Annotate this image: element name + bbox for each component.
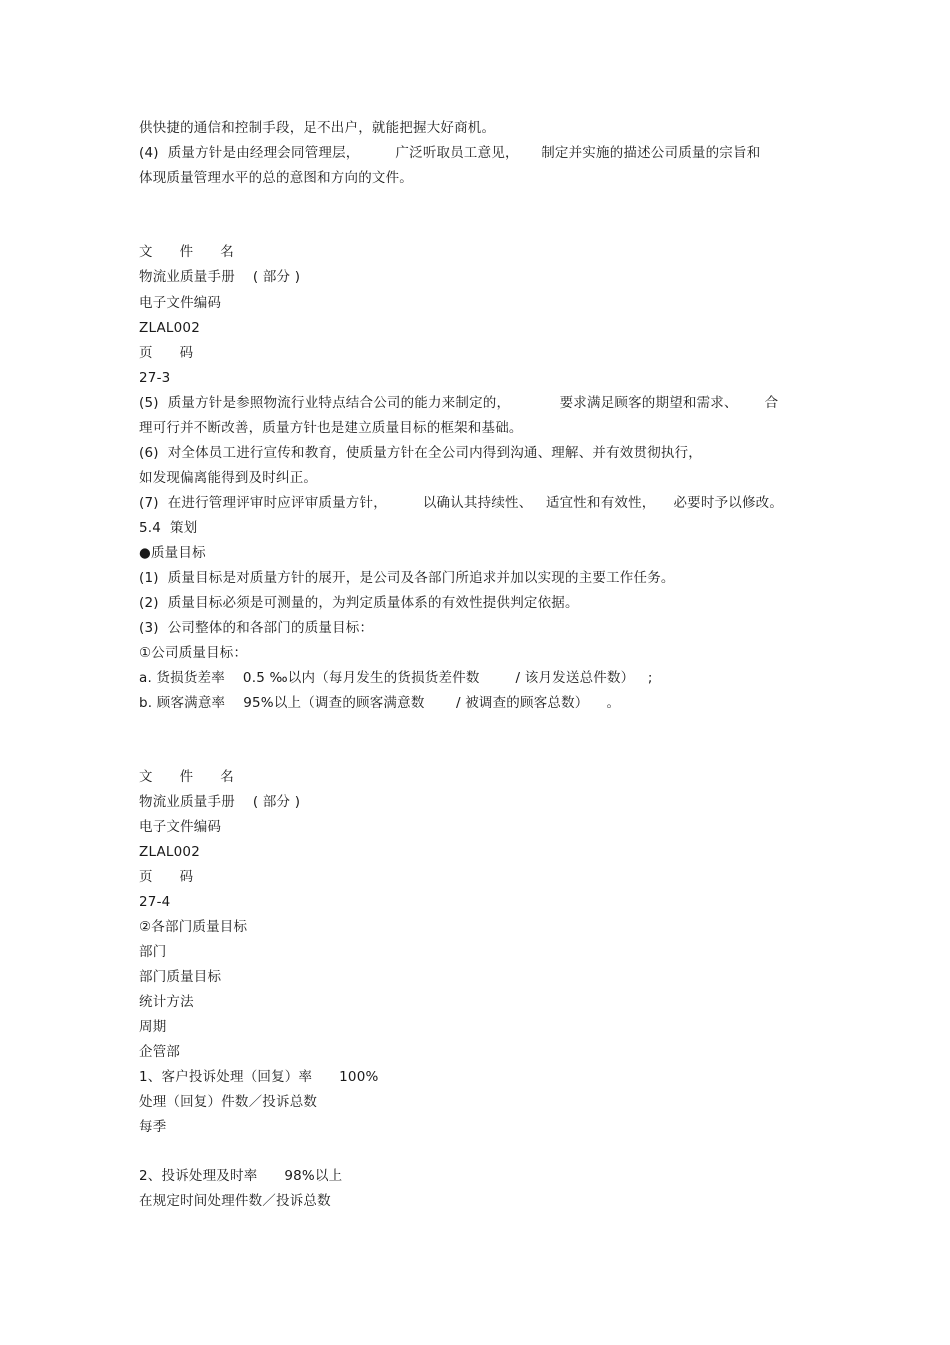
text-line: 如发现偏离能得到及时纠正。 xyxy=(139,470,318,486)
header-value-file-code: ZLAL002 xyxy=(139,320,201,336)
text-line: (2) 质量目标必须是可测量的，为判定质量体系的有效性提供判定依据。 xyxy=(139,595,579,611)
header-label-file-code: 电子文件编码 xyxy=(139,295,222,311)
subsection-heading: ●质量目标 xyxy=(139,545,206,561)
table-cell: 每季 xyxy=(139,1119,167,1135)
text-line: 体现质量管理水平的总的意图和方向的文件。 xyxy=(139,170,413,186)
header-label-filename: 文 件 名 xyxy=(139,244,234,260)
table-cell: 部门质量目标 xyxy=(139,969,222,985)
table-cell: 周期 xyxy=(139,1019,167,1035)
text-line: ②各部门质量目标 xyxy=(139,919,248,935)
table-cell: 1、客户投诉处理（回复）率 100% xyxy=(139,1069,379,1085)
text-line: (1) 质量目标是对质量方针的展开，是公司及各部门所追求并加以实现的主要工作任务。 xyxy=(139,570,675,586)
table-cell: 企管部 xyxy=(139,1044,181,1060)
text-line: b. 顾客满意率 95%以上（调查的顾客满意数 / 被调查的顾客总数） 。 xyxy=(139,695,621,711)
header-value-page: 27-3 xyxy=(139,370,171,386)
table-cell: 部门 xyxy=(139,944,167,960)
text-line: 供快捷的通信和控制手段，足不出户，就能把握大好商机。 xyxy=(139,120,496,136)
header-label-file-code: 电子文件编码 xyxy=(139,819,222,835)
text-line: (4) 质量方针是由经理会同管理层， 广泛听取员工意见， 制定并实施的描述公司质量的宗旨和 xyxy=(139,145,761,161)
header-value-filename: 物流业质量手册 ( 部分 ) xyxy=(139,269,301,285)
table-cell: 2、投诉处理及时率 98%以上 xyxy=(139,1168,343,1184)
table-cell: 统计方法 xyxy=(139,994,194,1010)
header-value-filename: 物流业质量手册 ( 部分 ) xyxy=(139,794,301,810)
text-line: ①公司质量目标： xyxy=(139,645,248,661)
text-line: (5) 质量方针是参照物流行业特点结合公司的能力来制定的， 要求满足顾客的期望和需求、 合 xyxy=(139,395,779,411)
table-cell: 处理（回复）件数／投诉总数 xyxy=(139,1094,318,1110)
header-value-file-code: ZLAL002 xyxy=(139,844,201,860)
text-line: (3) 公司整体的和各部门的质量目标： xyxy=(139,620,374,636)
text-line: 理可行并不断改善，质量方针也是建立质量目标的框架和基础。 xyxy=(139,420,523,436)
text-line: a. 货损货差率 0.5 ‰以内（每月发生的货损货差件数 / 该月发送总件数） ; xyxy=(139,670,653,686)
section-heading: 5.4 策划 xyxy=(139,520,198,536)
header-label-page: 页 码 xyxy=(139,869,194,885)
text-line: (6) 对全体员工进行宣传和教育，使质量方针在全公司内得到沟通、理解、并有效贯彻执行， xyxy=(139,445,703,461)
table-cell: 在规定时间处理件数／投诉总数 xyxy=(139,1193,331,1209)
header-label-page: 页 码 xyxy=(139,345,194,361)
header-label-filename: 文 件 名 xyxy=(139,769,234,785)
text-line: (7) 在进行管理评审时应评审质量方针， 以确认其持续性、 适宜性和有效性， 必要时予以修改。 xyxy=(139,495,784,511)
header-value-page: 27-4 xyxy=(139,894,171,910)
